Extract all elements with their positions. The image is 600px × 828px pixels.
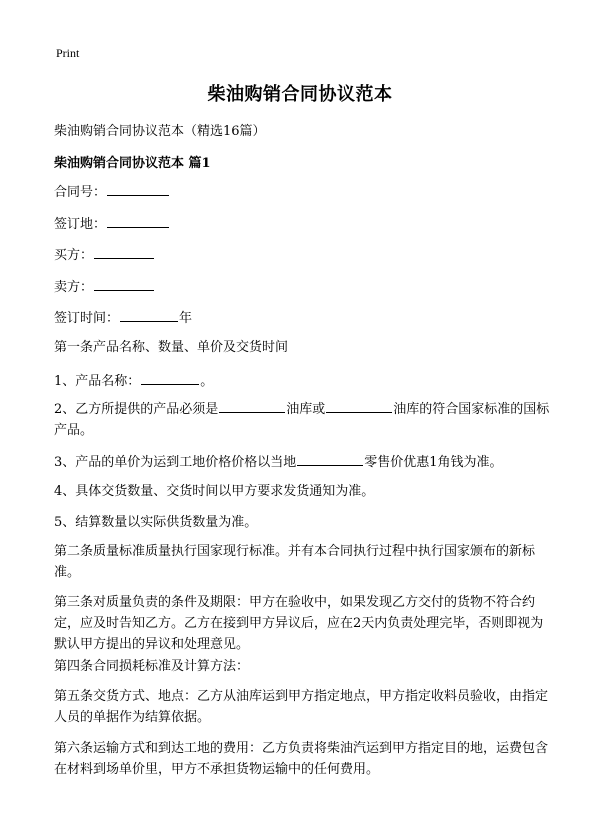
depot-1-blank xyxy=(219,398,285,413)
sign-time-line xyxy=(54,307,192,329)
item-2-prefix: 2、乙方所提供的产品必须是 xyxy=(54,402,219,417)
item-3-suffix: 零售价优惠1角钱为准。 xyxy=(364,455,503,470)
buyer-label: 买方： xyxy=(54,248,94,263)
depot-2-blank xyxy=(326,398,392,413)
print-label: Print xyxy=(56,46,80,60)
item-1-line xyxy=(54,370,213,392)
sign-place-line xyxy=(54,213,170,235)
article-2-paragraph: 第二条质量标准质量执行国家现行标准。并有本合同执行过程中执行国家颁布的新标准。 xyxy=(54,544,536,580)
article-5-paragraph: 第五条交货方式、地点：乙方从油库运到甲方指定地点，甲方指定收料员验收，由指定人员的单据作为结算依据。 xyxy=(54,689,549,725)
sign-place-blank xyxy=(107,213,169,228)
local-price-blank xyxy=(297,451,363,466)
seller-line xyxy=(54,276,155,298)
article-1-title: 第一条产品名称、数量、单价及交货时间 xyxy=(54,340,289,355)
item-1-suffix: 。 xyxy=(200,374,214,389)
item-3-prefix: 3、产品的单价为运到工地价格价格以当地 xyxy=(54,455,297,470)
article-3-paragraph: 第三条对质量负责的条件及期限：甲方在验收中，如果发现乙方交付的货物不符合约定，应及时告知乙方。乙方在接到甲方异议后，应在2天内负责处理完毕，否则即视为默认甲方提出的异议和处理意见。 xyxy=(54,595,544,652)
article-4-line: 第四条合同损耗标准及计算方法： xyxy=(54,659,250,674)
buyer-blank xyxy=(94,244,154,259)
seller-blank xyxy=(94,276,154,291)
item-3-line xyxy=(54,451,503,473)
item-5-line: 5、结算数量以实际供货数量为准。 xyxy=(54,515,258,530)
seller-label: 卖方： xyxy=(54,280,94,295)
document-subtitle: 柴油购销合同协议范本（精选16篇） xyxy=(54,124,266,139)
sign-time-label: 签订时间： xyxy=(54,311,120,326)
item-2-mid: 油库或 xyxy=(286,402,326,417)
item-2-paragraph xyxy=(54,398,554,441)
section-heading: 柴油购销合同协议范本 篇1 xyxy=(54,156,211,171)
page-title: 柴油购销合同协议范本 xyxy=(207,84,393,105)
item-4-line: 4、具体交货数量、交货时间以甲方要求发货通知为准。 xyxy=(54,484,375,499)
sign-time-suffix: 年 xyxy=(179,311,193,326)
sign-time-blank xyxy=(120,307,178,322)
item-2-suffix: 油库的符合国家标准的国标产品。 xyxy=(54,402,550,438)
buyer-line xyxy=(54,244,155,266)
sign-place-label: 签订地： xyxy=(54,217,107,232)
contract-number-line xyxy=(54,181,170,203)
article-6-paragraph: 第六条运输方式和到达工地的费用：乙方负责将柴油汽运到甲方指定目的地，运费包含在材料到场单价里，甲方不承担货物运输中的任何费用。 xyxy=(54,741,549,777)
product-name-blank xyxy=(141,370,199,385)
contract-number-label: 合同号： xyxy=(54,185,107,200)
contract-number-blank xyxy=(107,181,169,196)
item-1-prefix: 1、产品名称： xyxy=(54,374,141,389)
